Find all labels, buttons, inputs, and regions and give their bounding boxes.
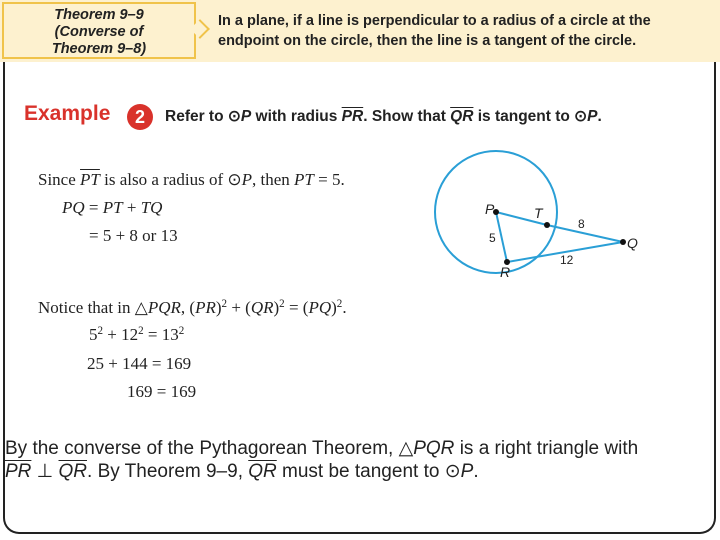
solution-line-1: Since $\overline{PT}$ is also a radius of ⊙P, then PT = 5.	[38, 170, 345, 189]
label-p: P	[485, 201, 495, 217]
theorem-title-line3: Theorem 9–8)	[51, 41, 147, 57]
point-q	[620, 239, 626, 245]
length-rq: 12	[560, 253, 574, 267]
theorem-statement-line1: In a plane, if a line is perpendicular to a radius of a circle at the	[218, 13, 651, 29]
example-label: Example	[24, 102, 111, 125]
theorem-statement-line2: endpoint on the circle, then the line is a tangent of the circle.	[218, 33, 637, 49]
label-q: Q	[627, 235, 638, 251]
length-tq: 8	[578, 217, 585, 231]
example-prompt: Refer to ⊙P with radius $\overline{PR}$. Show that $\overline{QR}$ is tangent to ⊙P.	[165, 108, 602, 125]
circle-diagram	[430, 150, 680, 290]
conclusion-line-2: $\overline{PR}$ ⊥ $\overline{QR}$. By Theorem 9–9, $\overline{QR}$ must be tangent to ⊙P.	[5, 461, 479, 482]
notice-line: Notice that in △PQR, (PR)$^2$ + (QR)$^2$ = (PQ)$^2$.	[38, 297, 347, 317]
segment-pr	[496, 212, 507, 262]
theorem-title-line1: Theorem 9–9	[54, 7, 144, 23]
example-number-badge: 2	[127, 104, 153, 130]
solution-line-3: = 5 + 8 or 13	[89, 226, 178, 245]
length-pr: 5	[489, 231, 496, 245]
theorem-title-line2: (Converse of	[54, 24, 144, 40]
label-r: R	[500, 264, 511, 280]
point-t	[544, 222, 550, 228]
conclusion-line-1: By the converse of the Pythagorean Theorem, △PQR is a right triangle with	[5, 438, 639, 459]
solution-line-2: PQ = PT + TQ	[62, 198, 163, 217]
theorem-statement	[218, 11, 708, 51]
equation-3: 169 = 169	[127, 382, 197, 401]
equation-2: 25 + 144 = 169	[87, 354, 192, 373]
segment-tq	[547, 225, 623, 242]
equation-1: $5^2 + 12^2 = 13^2$	[89, 324, 185, 344]
label-t: T	[534, 205, 543, 221]
theorem-title-box	[2, 2, 196, 59]
conclusion-text	[5, 437, 705, 483]
